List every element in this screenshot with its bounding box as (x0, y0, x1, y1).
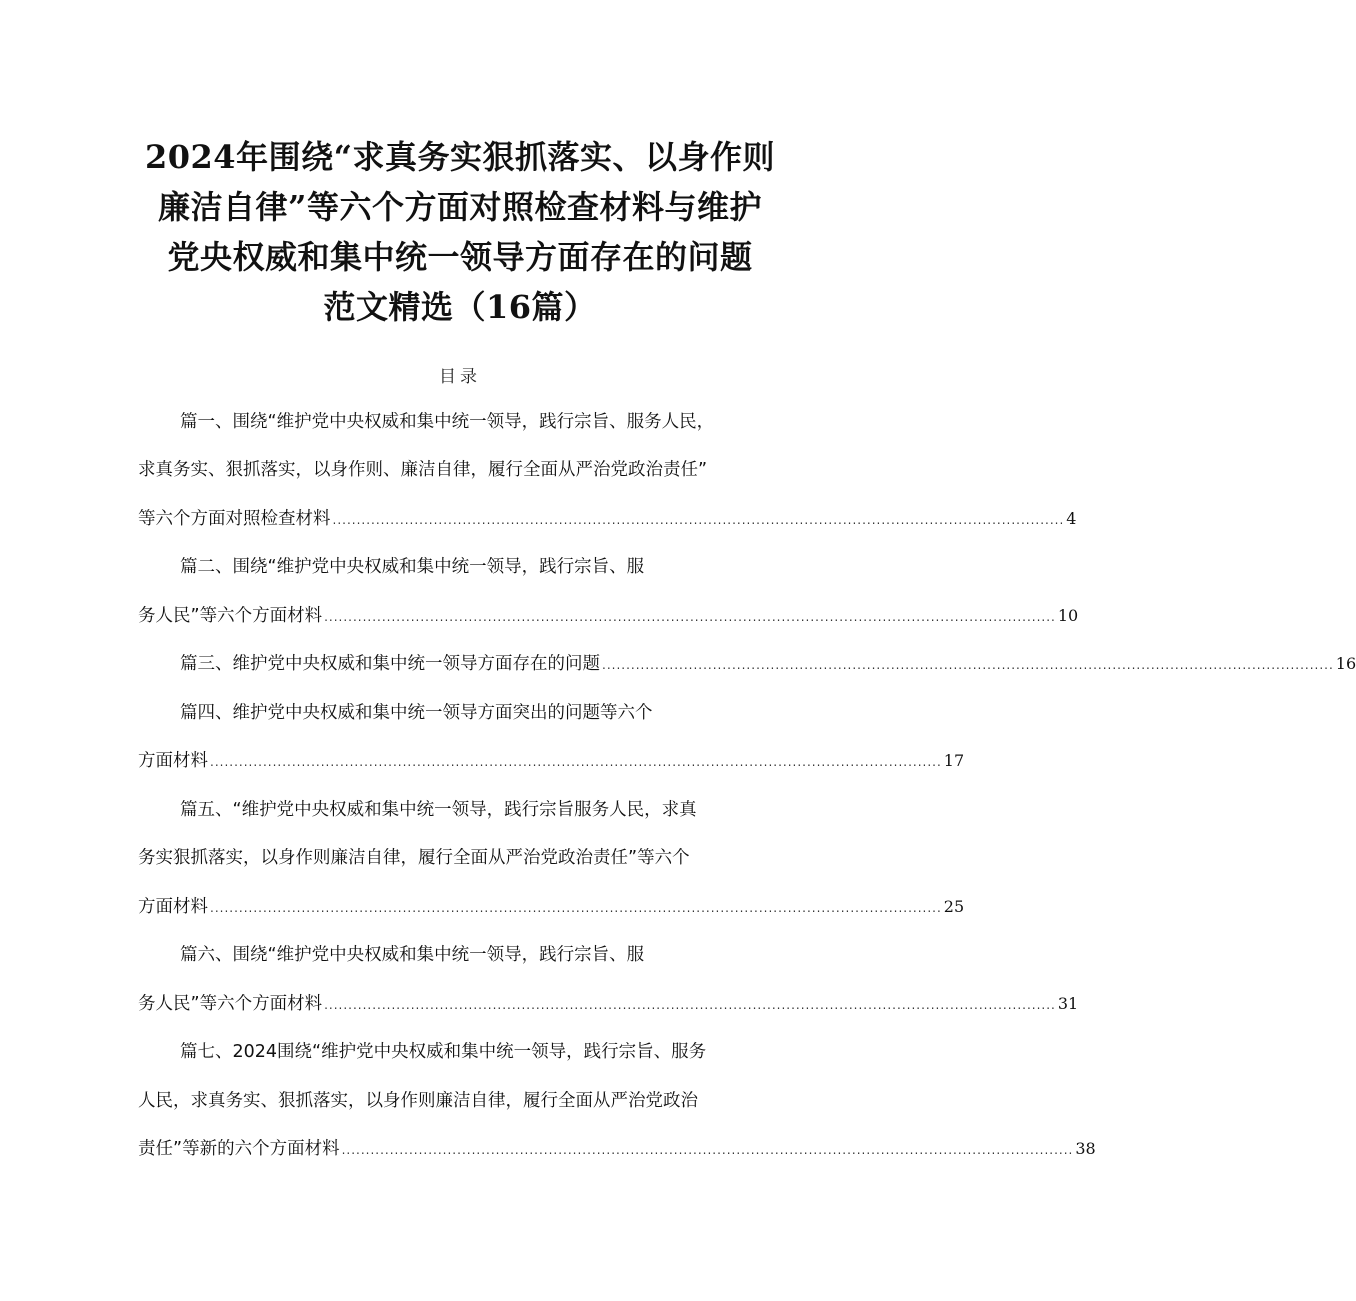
toc-entry-5-line-2: 务实狠抓落实，以身作则廉洁自律，履行全面从严治党政治责任”等六个 (138, 848, 690, 868)
title-line: 党央权威和集中统一领导方面存在的问题 (167, 238, 753, 276)
toc-entry-7-last-line: 责任”等新的六个方面材料 (138, 1139, 340, 1159)
toc-entry-4-last-line: 方面材料 (138, 751, 208, 771)
title-line: 2024年围绕“求真务实狠抓落实、以身作则 (145, 138, 775, 176)
toc-entry-1-link[interactable] (138, 507, 1077, 533)
toc-entry-1-line-2: 求真务实、狠抓落实，以身作则、廉洁自律，履行全面从严治党政治责任” (138, 460, 708, 480)
toc-entry-2-last-line: 务人民”等六个方面材料 (138, 606, 323, 626)
dot-leader: ........................................................................................................................................................ (324, 998, 1056, 1012)
toc-entry-7-line-2: 人民，求真务实、狠抓落实，以身作则廉洁自律，履行全面从严治党政治 (138, 1091, 698, 1111)
toc-heading: 目录 (439, 367, 481, 387)
toc-entry-6-last-line: 务人民”等六个方面材料 (138, 994, 323, 1014)
toc-entry-4-page: 17 (943, 751, 965, 770)
dot-leader: ........................................................................................................................................................ (332, 513, 1065, 527)
toc-entry-3-link[interactable] (138, 652, 1356, 678)
dot-leader: ........................................................................................................................................................ (341, 1143, 1074, 1157)
toc-entry-6-line-1: 篇六、围绕“维护党中央权威和集中统一领导，践行宗旨、服 (180, 945, 645, 965)
toc-entry-1-last-line: 等六个方面对照检查材料 (138, 509, 331, 529)
toc-entry-5-last-line: 方面材料 (138, 897, 208, 917)
toc-entry-6-page: 31 (1057, 994, 1079, 1013)
dot-leader: ........................................................................................................................................................ (602, 658, 1334, 672)
document-title (0, 132, 920, 332)
toc-entry-2-link[interactable] (138, 604, 1079, 630)
toc-entry-5-line-1: 篇五、“维护党中央权威和集中统一领导，践行宗旨服务人民，求真 (180, 800, 697, 820)
toc-entry-7-link[interactable] (138, 1137, 1096, 1163)
toc-entry-2-line-1: 篇二、围绕“维护党中央权威和集中统一领导，践行宗旨、服 (180, 557, 645, 577)
title-line: 廉洁自律”等六个方面对照检查材料与维护 (158, 188, 762, 226)
toc-entry-1-line-1: 篇一、围绕“维护党中央权威和集中统一领导，践行宗旨、服务人民， (180, 412, 715, 432)
toc-entry-3-last-line: 篇三、维护党中央权威和集中统一领导方面存在的问题 (180, 654, 600, 674)
toc-entry-3-page: 16 (1335, 654, 1356, 673)
dot-leader: ........................................................................................................................................................ (324, 610, 1056, 624)
toc-entry-5-link[interactable] (138, 895, 965, 921)
toc-entry-7-line-1: 篇七、2024围绕“维护党中央权威和集中统一领导，践行宗旨、服务 (180, 1042, 707, 1062)
toc-entry-4-line-1: 篇四、维护党中央权威和集中统一领导方面突出的问题等六个 (180, 703, 653, 723)
title-line: 范文精选（16篇） (323, 288, 597, 326)
toc-entry-2-page: 10 (1057, 606, 1079, 625)
toc-entry-5-page: 25 (943, 897, 965, 916)
dot-leader: ........................................................................................................................................................ (210, 755, 942, 769)
toc-entry-7-page: 38 (1075, 1139, 1096, 1158)
dot-leader: ........................................................................................................................................................ (210, 901, 942, 915)
toc-entry-4-link[interactable] (138, 749, 965, 775)
toc-entry-1-page: 4 (1066, 509, 1077, 528)
toc-entry-6-link[interactable] (138, 992, 1079, 1018)
